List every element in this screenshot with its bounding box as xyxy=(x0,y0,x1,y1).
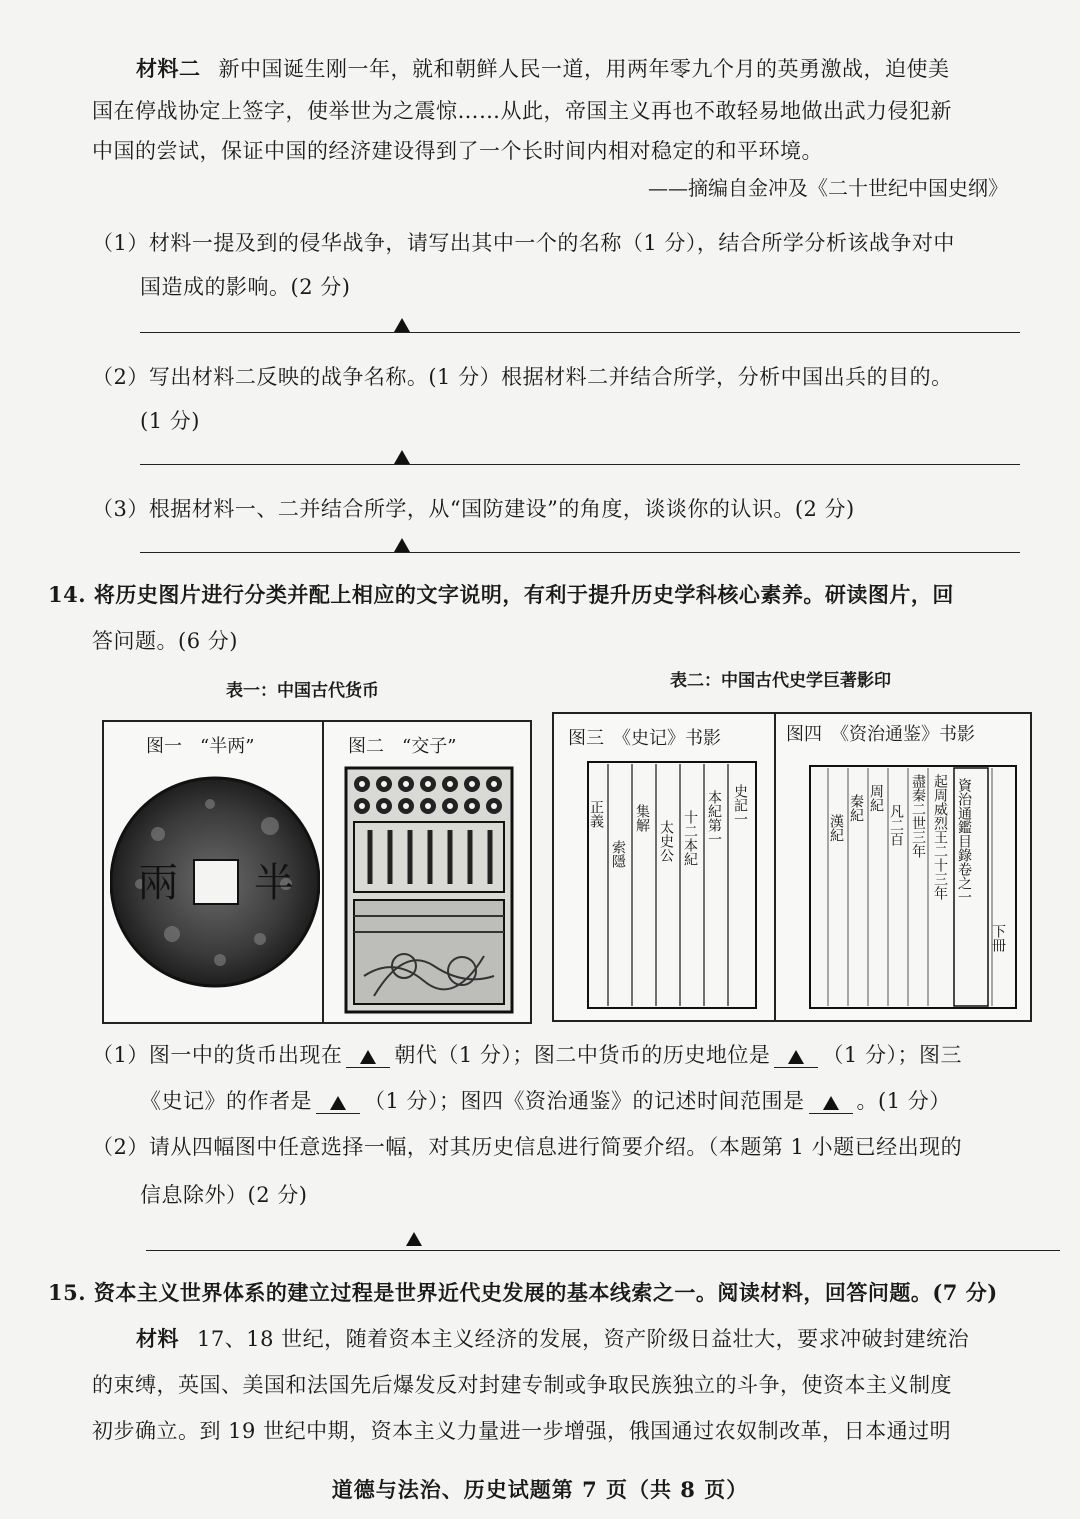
answer-line[interactable] xyxy=(140,332,1020,333)
q15-line1: 15. 资本主义世界体系的建立过程是世界近代史发展的基本线索之一。阅读材料，回答问题。(7 分) xyxy=(48,1280,998,1305)
answer-triangle-icon xyxy=(360,1050,376,1064)
q14-line2: 答问题。(6 分) xyxy=(92,629,238,653)
svg-text:資治通鑑目錄卷之一: 資治通鑑目錄卷之一 xyxy=(956,778,972,904)
material2-line3: 中国的尝试，保证中国的经济建设得到了一个长时间内相对稳定的和平环境。 xyxy=(92,139,823,163)
q14-part1-line2: 《史记》的作者是 （1 分）；图四《资治通鉴》的记述时间范围是 。(1 分） xyxy=(140,1089,951,1113)
svg-text:起周威烈王二十三年: 起周威烈王二十三年 xyxy=(932,774,948,900)
blank-zizhi-range[interactable] xyxy=(809,1089,853,1114)
banliang-coin-image xyxy=(110,764,320,1016)
q14-part1-line1: （1）图一中的货币出现在 朝代（1 分）；图二中货币的历史地位是 （1 分）；图三 xyxy=(92,1043,962,1067)
shiji-book-image xyxy=(586,760,758,1010)
jiaozi-note-image xyxy=(344,766,514,1014)
answer-triangle-icon xyxy=(394,450,410,464)
zizhitongjian-book-image xyxy=(808,764,1018,1010)
svg-text:太史公: 太史公 xyxy=(658,820,674,862)
coin-char-left: 兩 xyxy=(138,860,178,906)
fig2-title: 图二 “交子” xyxy=(348,736,457,757)
svg-text:凡二百: 凡二百 xyxy=(888,804,904,846)
q13-part1-line2: 国造成的影响。(2 分) xyxy=(140,275,351,299)
fig1-title: 图一 “半两” xyxy=(146,736,255,757)
q15-material-label: 材料 xyxy=(136,1326,179,1351)
svg-text:集解: 集解 xyxy=(634,804,650,832)
page-footer: 道德与法治、历史试题第 7 页（共 8 页） xyxy=(331,1477,749,1502)
table2-caption: 表二：中国古代史学巨著影印 xyxy=(670,671,891,691)
answer-line[interactable] xyxy=(146,1250,1060,1251)
table2-history-books xyxy=(552,712,1032,1022)
svg-text:正義: 正義 xyxy=(588,800,604,828)
blank-shiji-author[interactable] xyxy=(316,1089,360,1114)
table-divider xyxy=(322,722,324,1022)
answer-line[interactable] xyxy=(140,552,1020,553)
answer-triangle-icon xyxy=(788,1050,804,1064)
q13-part2-line2: (1 分) xyxy=(140,409,200,433)
svg-text:索隱: 索隱 xyxy=(610,840,626,868)
q14-part2-line2: 信息除外）(2 分) xyxy=(140,1183,308,1207)
material2-label: 材料二 xyxy=(136,56,201,81)
material2-line1: 材料二 新中国诞生刚一年，就和朝鲜人民一道，用两年零九个月的英勇激战，迫使美 xyxy=(136,56,950,81)
q13-part1-line1: （1）材料一提及到的侵华战争，请写出其中一个的名称（1 分），结合所学分析该战争对中 xyxy=(92,231,955,255)
svg-text:本紀第一: 本紀第一 xyxy=(706,790,722,846)
answer-triangle-icon xyxy=(823,1096,839,1110)
answer-triangle-icon xyxy=(330,1096,346,1110)
q15-material-line3: 初步确立。到 19 世纪中期，资本主义力量进一步增强，俄国通过农奴制改革，日本通过明 xyxy=(92,1419,952,1443)
blank-jiaozi-status[interactable] xyxy=(774,1043,818,1068)
q14-part2-line1: （2）请从四幅图中任意选择一幅，对其历史信息进行简要介绍。（本题第 1 小题已经出现的 xyxy=(92,1135,963,1159)
fig4-title: 图四 《资治通鉴》书影 xyxy=(786,724,975,745)
svg-text:十二本紀: 十二本紀 xyxy=(682,810,698,866)
q13-part2-line1: （2）写出材料二反映的战争名称。(1 分）根据材料二并结合所学，分析中国出兵的目的。 xyxy=(92,365,953,389)
answer-line[interactable] xyxy=(140,464,1020,465)
table1-caption: 表一：中国古代货币 xyxy=(226,681,379,701)
table-divider xyxy=(774,714,776,1020)
q15-material-line1: 材料 17、18 世纪，随着资本主义经济的发展，资产阶级日益壮大，要求冲破封建统治 xyxy=(136,1326,970,1351)
coin-char-right: 半 xyxy=(254,860,294,906)
blank-dynasty[interactable] xyxy=(346,1043,390,1068)
svg-text:下冊: 下冊 xyxy=(990,924,1006,952)
svg-text:漢紀: 漢紀 xyxy=(828,814,844,842)
material2-line2: 国在停战协定上签字，使举世为之震惊……从此，帝国主义再也不敢轻易地做出武力侵犯新 xyxy=(92,99,952,123)
q14-line1: 14. 将历史图片进行分类并配上相应的文字说明，有利于提升历史学科核心素养。研读图片，回 xyxy=(48,582,954,607)
q15-material-line2: 的束缚，英国、美国和法国先后爆发反对封建专制或争取民族独立的斗争，使资本主义制度 xyxy=(92,1373,952,1397)
answer-triangle-icon xyxy=(406,1232,422,1246)
table1-currency xyxy=(102,720,532,1024)
answer-triangle-icon xyxy=(394,538,410,552)
material2-source: ——摘编自金冲及《二十世纪中国史纲》 xyxy=(648,176,1008,200)
svg-text:周紀: 周紀 xyxy=(868,784,884,812)
fig3-title: 图三 《史记》书影 xyxy=(568,728,721,749)
answer-triangle-icon xyxy=(394,318,410,332)
svg-text:史記一: 史記一 xyxy=(732,784,748,826)
svg-text:秦紀: 秦紀 xyxy=(848,794,864,822)
svg-text:盡秦二世三年: 盡秦二世三年 xyxy=(910,774,926,858)
q13-part3-line1: （3）根据材料一、二并结合所学，从“国防建设”的角度，谈谈你的认识。(2 分) xyxy=(92,497,855,521)
